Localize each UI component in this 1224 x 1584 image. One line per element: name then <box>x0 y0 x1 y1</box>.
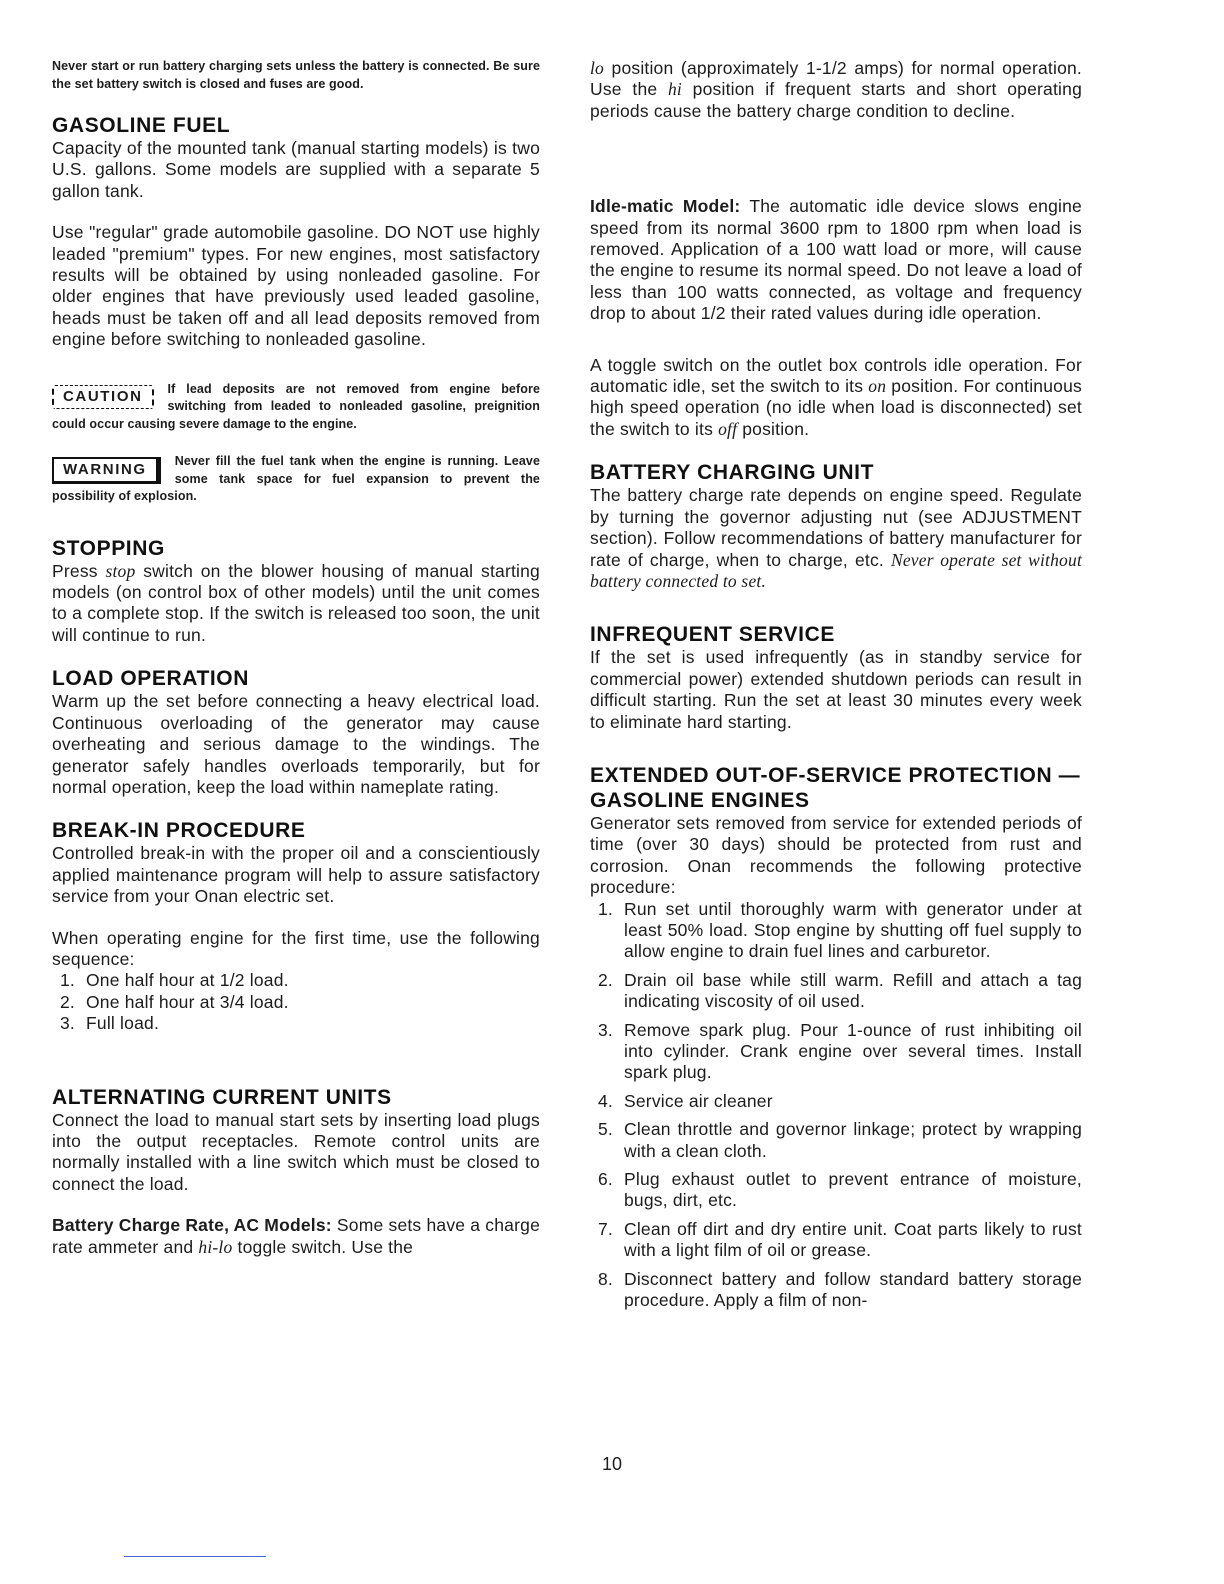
list-item: 2. One half hour at 3/4 load. <box>60 991 289 1012</box>
list-item: 3. Full load. <box>60 1013 160 1034</box>
charge-rate-continued: lo position (approximately 1-1/2 amps) for normal operation. Use the hi position if frequent starts and short operating periods cause the battery charge condition to decline. <box>590 58 1082 121</box>
list-item: 2. Drain oil base while still warm. Refill and attach a tag indicating viscosity of oil used. <box>598 969 1082 1012</box>
left-column <box>52 58 540 1258</box>
stopping-paragraph: Press stop switch on the blower housing of manual starting models (on control box of other models) until the unit comes to a complete stop. If the switch is released too soon, the unit will continue to run. <box>52 560 540 645</box>
list-item: 1. Run set until thoroughly warm with generator under at least 50% load. Stop engine by shutting off fuel supply to allow engine to drain fuel lines and carburetor. <box>598 898 1082 962</box>
list-item: 7. Clean off dirt and dry entire unit. Coat parts likely to rust with a light film of oil or grease. <box>598 1218 1082 1261</box>
ac-units-heading: ALTERNATING CURRENT UNITS <box>52 1085 392 1109</box>
list-item: 8. Disconnect battery and follow standard battery storage procedure. Apply a film of non- <box>598 1268 1082 1311</box>
caution-notice <box>52 381 540 434</box>
warning-text: Never fill the fuel tank when the engine is running. Leave some tank space for fuel expansion to prevent the possibility of explosion. <box>52 454 540 504</box>
footer-rule <box>124 1556 266 1557</box>
load-operation-paragraph: Warm up the set before connecting a heavy electrical load. Continuous overloading of the generator may cause overheating and serious damage to the windings. The generator safely handles overloads temporarily, but for normal operation, keep the load within nameplate rating. <box>52 691 540 797</box>
list-item: 6. Plug exhaust outlet to prevent entrance of moisture, bugs, dirt, etc. <box>598 1169 1082 1211</box>
caution-text: If lead deposits are not removed from engine before switching from leaded to nonleaded gasoline, preignition could occur causing severe damage to the engine. <box>52 381 540 431</box>
break-in-heading: BREAK-IN PROCEDURE <box>52 819 306 843</box>
battery-charge-rate-paragraph: Battery Charge Rate, AC Models: Some sets have a charge rate ammeter and hi-lo toggle switch. Use the <box>52 1215 540 1257</box>
extended-protection-heading: EXTENDED OUT-OF-SERVICE PROTECTION — GASOLINE ENGINES <box>590 763 1081 812</box>
warning-notice <box>52 453 540 506</box>
gasoline-fuel-heading: GASOLINE FUEL <box>52 114 231 137</box>
warning-badge: WARNING <box>52 457 161 484</box>
gasoline-paragraph-2: Use "regular" grade automobile gasoline. DO NOT use highly leaded "premium" types. For new engines, most satisfactory results will be obtained by using nonleaded gasoline. For older engines that have previously used leaded gasoline, heads must be taken off and all lead deposits removed from engine before switching to nonleaded gasoline. <box>52 222 540 350</box>
gasoline-paragraph-1: Capacity of the mounted tank (manual starting models) is two U.S. gallons. Some models are supplied with a separate 5 gallon tank. <box>52 138 540 201</box>
ac-units-paragraph: Connect the load to manual start sets by inserting load plugs into the output receptacles. Remote control units are normally installed with a line switch which must be closed to connect the load. <box>52 1109 540 1194</box>
page-number: 10 <box>601 1454 623 1474</box>
list-item: 4. Service air cleaner <box>598 1090 773 1111</box>
idle-matic-paragraph: Idle-matic Model: The automatic idle device slows engine speed from its normal 3600 rpm to 1800 rpm when load is removed. Application of a 100 watt load or more, will cause the engine to resume its normal speed. Do not leave a load of less than 100 watts connected, as voltage and frequency drop to about 1/2 their rated values during idle operation. <box>590 196 1082 324</box>
protection-steps <box>590 899 1082 1312</box>
load-operation-heading: LOAD OPERATION <box>52 667 250 691</box>
break-in-steps <box>52 970 540 1034</box>
right-column <box>590 58 1082 1318</box>
toggle-switch-paragraph: A toggle switch on the outlet box controls idle operation. For automatic idle, set the switch to its on position. For continuous high speed operation (no idle when load is disconnected) set the switch to its off position. <box>590 354 1082 439</box>
break-in-paragraph-1: Controlled break-in with the proper oil and a conscientiously applied maintenance program will help to assure satisfactory service from your Onan electric set. <box>52 843 540 907</box>
list-item: 3. Remove spark plug. Pour 1-ounce of rust inhibiting oil into cylinder. Crank engine over several times. Install spark plug. <box>598 1019 1082 1083</box>
infrequent-service-heading: INFREQUENT SERVICE <box>590 623 835 647</box>
battery-charging-heading: BATTERY CHARGING UNIT <box>590 461 875 485</box>
stopping-heading: STOPPING <box>52 536 165 560</box>
battery-charging-paragraph: The battery charge rate depends on engine speed. Regulate by turning the governor adjusting nut (see ADJUSTMENT section). Follow recommendations of battery manufacturer for rate of charge, when to charge, etc. Never operate set without battery connected to set. <box>590 485 1083 591</box>
list-item: 1. One half hour at 1/2 load. <box>60 970 289 991</box>
infrequent-service-paragraph: If the set is used infrequently (as in standby service for commercial power) extended shutdown periods can result in difficult starting. Run the set at least 30 minutes every week to eliminate hard starting. <box>590 647 1082 732</box>
list-item: 5. Clean throttle and governor linkage; protect by wrapping with a clean cloth. <box>598 1119 1082 1161</box>
extended-protection-paragraph: Generator sets removed from service for extended periods of time (over 30 days) should be protected from rust and corrosion. Onan recommends the following protective procedure: <box>590 812 1082 898</box>
break-in-paragraph-2: When operating engine for the first time, use the following sequence: <box>52 927 540 969</box>
caution-badge: CAUTION <box>52 385 154 409</box>
battery-connect-warning: Never start or run battery charging sets unless the battery is connected. Be sure the set battery switch is closed and fuses are good. <box>52 59 540 91</box>
